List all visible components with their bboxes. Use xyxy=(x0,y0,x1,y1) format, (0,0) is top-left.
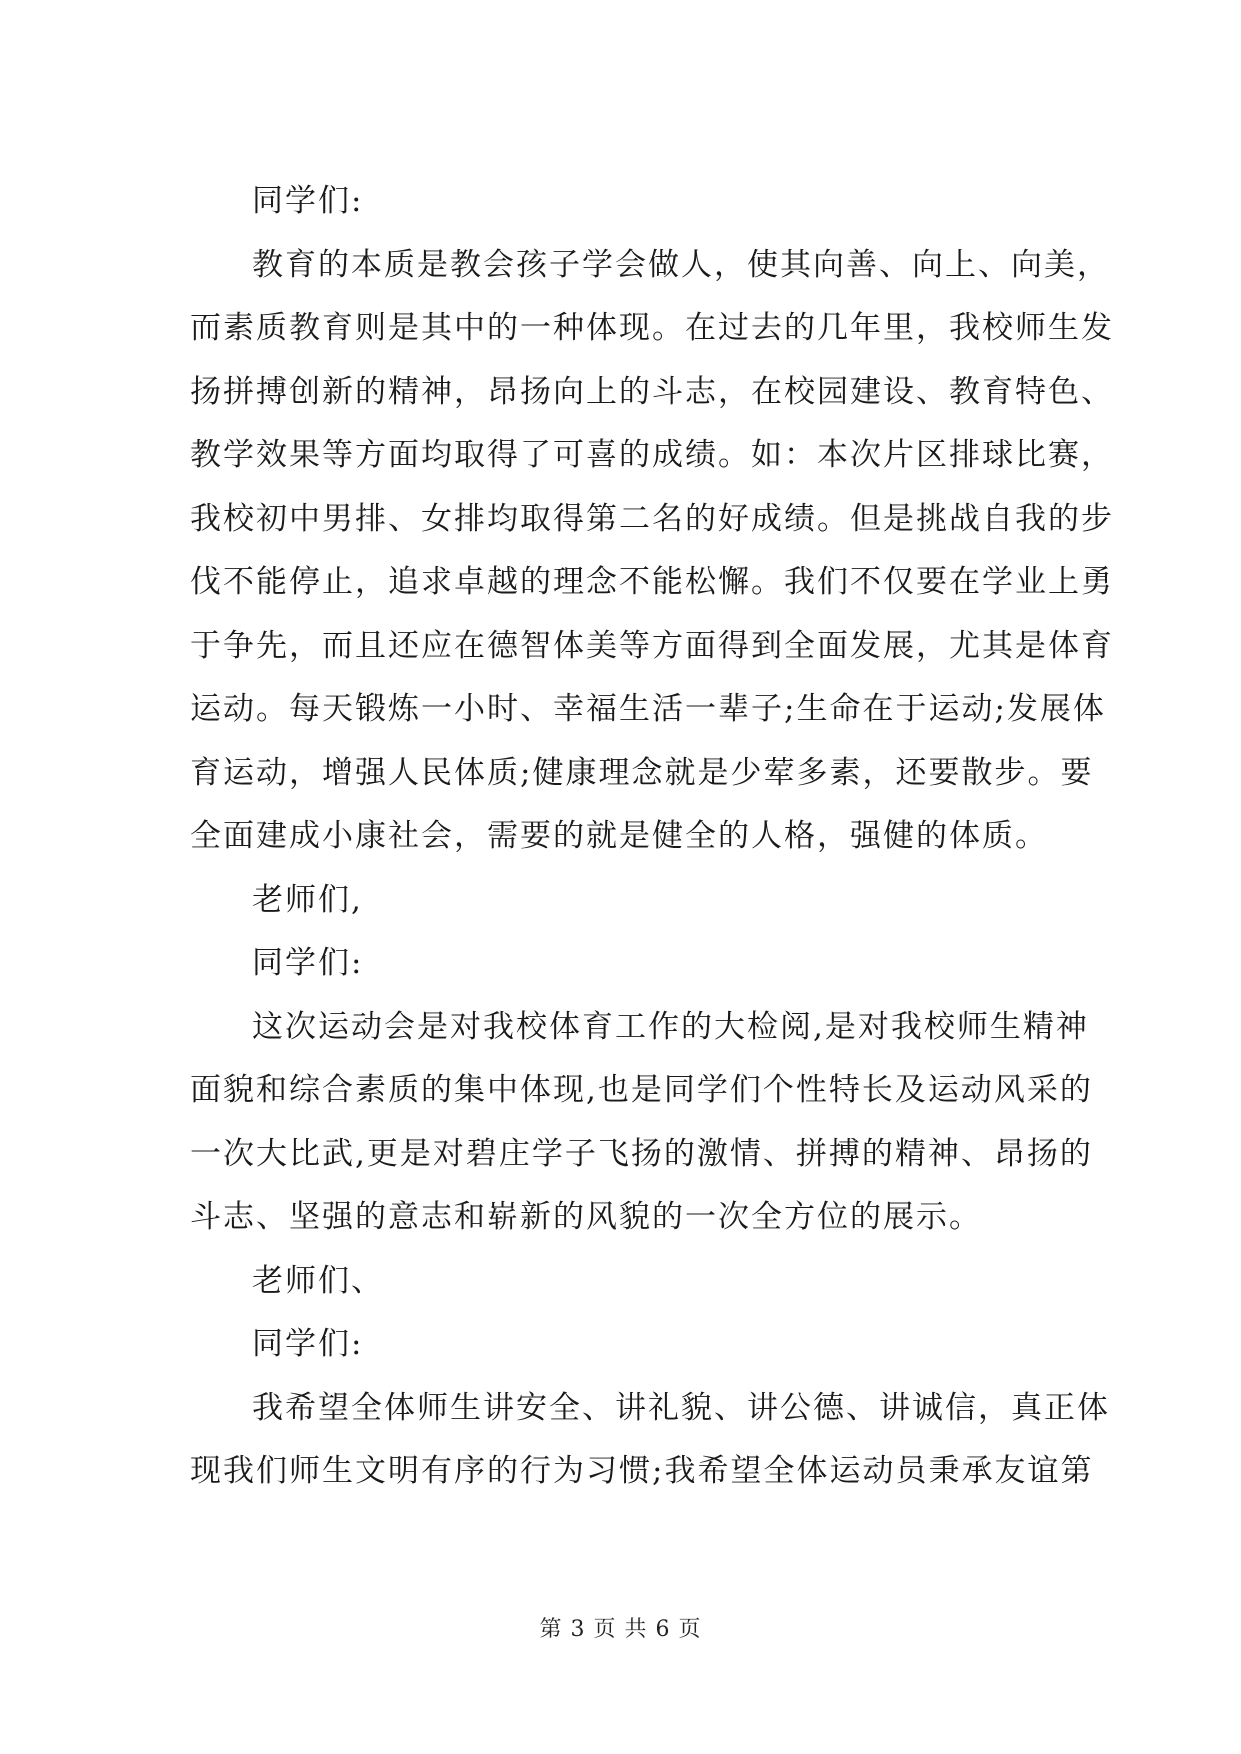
text-line: 教学效果等方面均取得了可喜的成绩。如：本次片区排球比赛， xyxy=(190,437,1114,473)
text-line: 育运动，增强人民体质;健康理念就是少荤多素，还要散步。要 xyxy=(190,754,1094,791)
text-line: 全面建成小康社会，需要的就是健全的人格，强健的体质。 xyxy=(190,818,1048,854)
page-number-footer: 第 3 页 共 6 页 xyxy=(539,1617,702,1642)
text-line: 伐不能停止，追求卓越的理念不能松懈。我们不仅要在学业上勇 xyxy=(190,564,1114,600)
paragraph-education-essence xyxy=(190,234,1114,869)
text-line: 同学们: xyxy=(252,1326,364,1362)
text-line: 老师们、 xyxy=(252,1262,384,1299)
text-line: 教育的本质是教会孩子学会做人，使其向善、向上、向美， xyxy=(252,246,1110,283)
text-line: 这次运动会是对我校体育工作的大检阅,是对我校师生精神 xyxy=(252,1008,1089,1045)
text-line: 一次大比武,更是对碧庄学子飞扬的激情、拼搏的精神、昂扬的 xyxy=(190,1135,1093,1172)
text-line: 扬拼搏创新的精神，昂扬向上的斗志，在校园建设、教育特色、 xyxy=(190,373,1114,410)
paragraph-greeting-students-2 xyxy=(190,932,1090,996)
paragraph-greeting-students-3 xyxy=(190,1313,1090,1377)
text-line: 面貌和综合素质的集中体现,也是同学们个性特长及运动风采的 xyxy=(190,1072,1093,1108)
text-line: 于争先，而且还应在德智体美等方面得到全面发展，尤其是体育 xyxy=(190,627,1114,664)
text-line: 老师们, xyxy=(252,881,363,918)
text-line: 而素质教育则是其中的一种体现。在过去的几年里，我校师生发 xyxy=(190,310,1114,346)
paragraph-sports-meet xyxy=(190,996,1093,1250)
text-line: 运动。每天锻炼一小时、幸福生活一辈子;生命在于运动;发展体 xyxy=(190,691,1106,727)
text-line: 我校初中男排、女排均取得第二名的好成绩。但是挑战自我的步 xyxy=(190,500,1114,537)
document-body xyxy=(190,170,1114,1504)
text-line: 同学们: xyxy=(252,183,364,219)
paragraph-hopes xyxy=(190,1377,1110,1504)
paragraph-greeting-teachers xyxy=(190,869,1090,933)
paragraph-greeting-teachers-2 xyxy=(190,1250,1090,1314)
text-line: 现我们师生文明有序的行为习惯;我希望全体运动员秉承友谊第 xyxy=(190,1453,1094,1489)
text-line: 我希望全体师生讲安全、讲礼貌、讲公德、讲诚信，真正体 xyxy=(252,1389,1110,1426)
text-line: 同学们: xyxy=(252,945,364,981)
paragraph-greeting-students xyxy=(190,170,1090,234)
text-line: 斗志、坚强的意志和崭新的风貌的一次全方位的展示。 xyxy=(190,1199,982,1235)
